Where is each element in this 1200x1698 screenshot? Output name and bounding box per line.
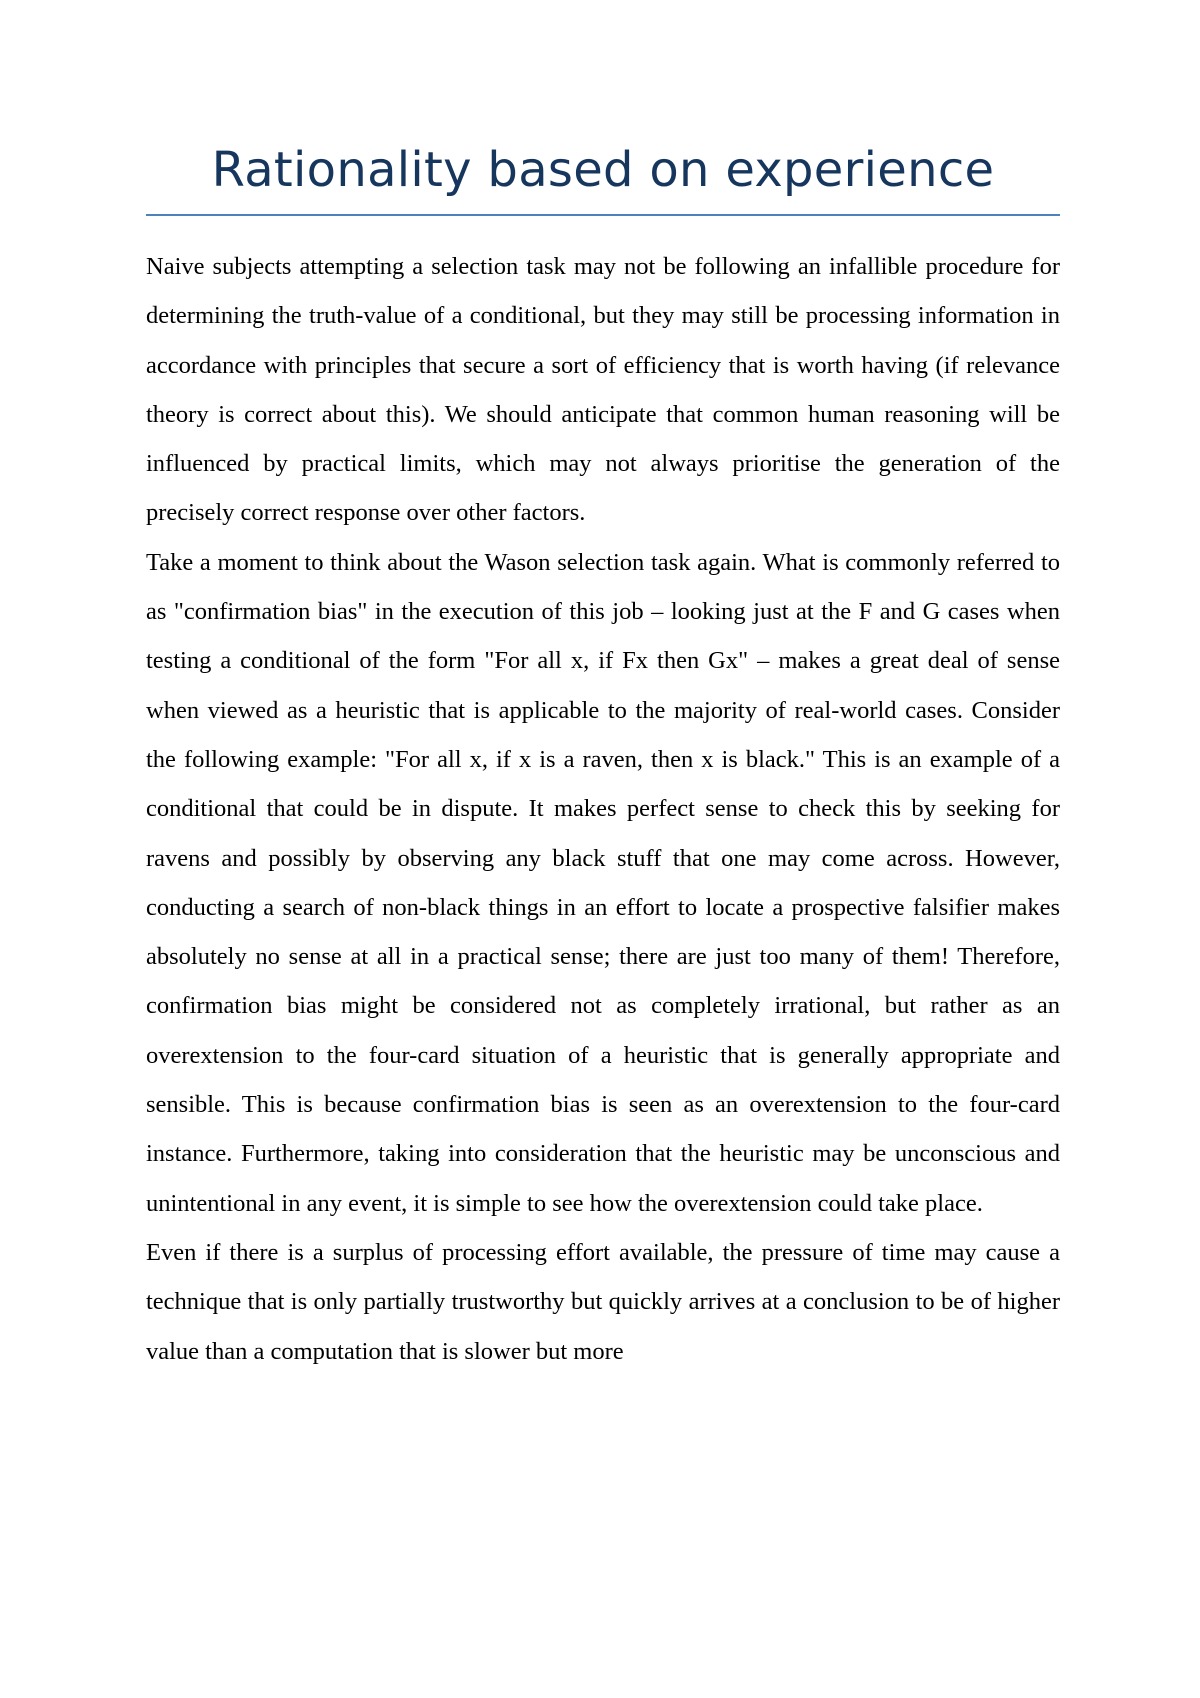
- paragraph-2: Take a moment to think about the Wason selection task again. What is commonly referred to as "confirmation bias" in the execution of this job – looking just at the F and G cases when testing a conditional of the form "For all x, if Fx then Gx" – makes a great deal of sense when viewed as a heuristic that is applicable to the majority of real-world cases. Consider the following example: "For all x, if x is a raven, then x is black." This is an example of a conditional that could be in dispute. It makes perfect sense to check this by seeking for ravens and possibly by observing any black stuff that one may come across. However, conducting a search of non-black things in an effort to locate a prospective falsifier makes absolutely no sense at all in a practical sense; there are just too many of them! Therefore, confirmation bias might be considered not as completely irrational, but rather as an overextension to the four-card situation of a heuristic that is generally appropriate and sensible. This is because confirmation bias is seen as an overextension to the four-card instance. Furthermore, taking into consideration that the heuristic may be unconscious and unintentional in any event, it is simple to see how the overextension could take place.: [146, 548, 1060, 1217]
- document-body: [146, 242, 1060, 1376]
- paragraph-1: Naive subjects attempting a selection task may not be following an infallible procedure for determining the truth-value of a conditional, but they may still be processing information in accordance with principles that secure a sort of efficiency that is worth having (if relevance theory is correct about this). We should anticipate that common human reasoning will be influenced by practical limits, which may not always prioritise the generation of the precisely correct response over other factors.: [146, 253, 1060, 527]
- title-underline: [146, 214, 1060, 216]
- document-title: Rationality based on experience: [211, 142, 995, 198]
- paragraph-3: Even if there is a surplus of processing effort available, the pressure of time may cause a technique that is only partially trustworthy but quickly arrives at a conclusion to be of higher value than a computation that is slower but more: [146, 1238, 1060, 1365]
